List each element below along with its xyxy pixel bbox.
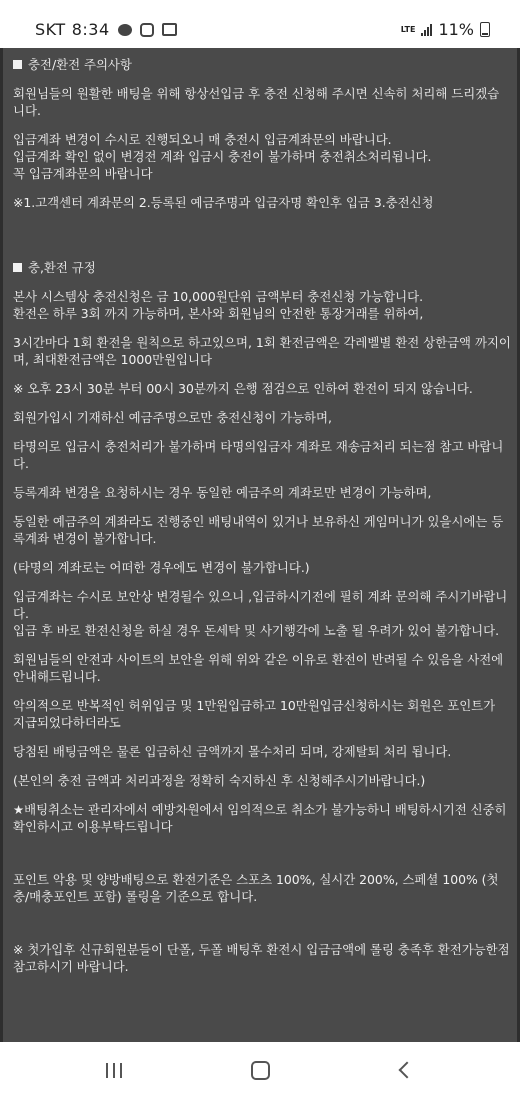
rule-paragraph: 악의적으로 반복적인 허위입금 및 1만원입금하고 10만원입금신청하시는 회원은 포인트가 지급되었다하더라도 <box>13 698 496 730</box>
rule-paragraph: 타명의로 입금시 충전처리가 불가하며 타명의입금자 계좌로 재송금처리 되는점 참고 바랍니다. <box>13 439 504 471</box>
section-title-deposit-caution <box>13 56 511 73</box>
rule-paragraph: ※ 첫가입후 신규회원분들이 단폴, 두폴 배팅후 환전시 입금금액에 롤링 충족후 환전가능한점 참고하시기 바랍니다. <box>13 942 510 974</box>
notice-content <box>0 48 520 1042</box>
notice-paragraph: 회원님들의 원활한 배팅을 위해 항상선입금 후 충전 신청해 주시면 신속히 처리해 드리겠습니다. <box>13 86 500 118</box>
section-title-text: 충전/환전 주의사항 <box>28 57 132 72</box>
back-icon[interactable] <box>384 1056 424 1084</box>
clock: 8:34 <box>71 20 110 39</box>
instagram-icon <box>140 23 154 37</box>
rule-paragraph: 입금계좌는 수시로 보안상 변경될수 있으니 ,입금하시기전에 필히 계좌 문의해 주시기바랍니다. <box>13 589 508 621</box>
battery-icon <box>480 22 490 37</box>
rule-paragraph: (본인의 충전 금액과 처리과정을 정확히 숙지하신 후 신청해주시기바랍니다.) <box>13 773 426 788</box>
rule-paragraph: ★배팅취소는 관리자에서 예방차원에서 임의적으로 취소가 불가능하니 배팅하시기전 신중히 확인하시고 이용부탁드립니다 <box>13 802 507 834</box>
chat-icon <box>118 24 132 36</box>
status-bar <box>0 0 520 48</box>
square-bullet-icon <box>13 263 22 272</box>
network-type: LTE <box>400 24 416 34</box>
section-title-exchange-rules <box>13 259 511 276</box>
section-title-text: 충,환전 규정 <box>28 260 96 275</box>
rule-paragraph: 회원님들의 안전과 사이트의 보안을 위해 위와 같은 이유로 환전이 반려될 수 있음을 사전에 안내해드립니다. <box>13 652 504 684</box>
battery-percent: 11% <box>438 20 474 39</box>
status-left <box>35 20 177 39</box>
rule-paragraph: 등록계좌 변경을 요청하시는 경우 동일한 예금주의 계좌로만 변경이 가능하며, <box>13 485 432 500</box>
signal-icon <box>421 24 432 36</box>
carrier-label: SKT <box>35 20 66 39</box>
navigation-bar <box>0 1042 520 1098</box>
rule-paragraph: 입금 후 바로 환전신청을 하실 경우 돈세탁 및 사기행각에 노출 될 우려가 있어 불가합니다. <box>13 623 500 638</box>
rule-paragraph: 3시간마다 1회 환전을 원칙으로 하고있으며, 1회 환전금액은 각레벨별 환전 상한금액 까지이며, 최대환전금액은 1000만원입니다 <box>13 335 511 367</box>
notice-paragraph: 입금계좌 확인 없이 변경전 계좌 입금시 충전이 불가하며 충전취소처리됩니다. <box>13 149 432 164</box>
notice-paragraph: ※1.고객센터 계좌문의 2.등록된 예금주명과 입금자명 확인후 입금 3.충전신청 <box>13 195 434 210</box>
rule-paragraph: 회원가입시 기재하신 예금주명으로만 충전신청이 가능하며, <box>13 410 332 425</box>
rule-paragraph: 당첨된 배팅금액은 물론 입금하신 금액까지 몰수처리 되며, 강제탈퇴 처리 됩니다. <box>13 744 452 759</box>
notice-paragraph: 입금계좌 변경이 수시로 진행되오니 매 충전시 입금계좌문의 바랍니다. <box>13 132 392 147</box>
gallery-icon <box>162 23 177 36</box>
rule-paragraph: 본사 시스템상 충전신청은 금 10,000원단위 금액부터 충전신청 가능합니다. <box>13 289 424 304</box>
rule-paragraph: ※ 오후 23시 30분 부터 00시 30분까지 은행 점검으로 인하여 환전이 되지 않습니다. <box>13 381 473 396</box>
status-right <box>401 20 490 39</box>
rule-paragraph: (타명의 계좌로는 어떠한 경우에도 변경이 불가합니다.) <box>13 560 310 575</box>
rule-paragraph: 포인트 악용 및 양방배팅으로 환전기준은 스포츠 100%, 실시간 200%, 스페셜 100% (첫충/매충포인트 포함) 롤링을 기준으로 합니다. <box>13 872 499 904</box>
square-bullet-icon <box>13 60 22 69</box>
home-icon[interactable] <box>240 1056 280 1084</box>
rule-paragraph: 동일한 예금주의 계좌라도 진행중인 배팅내역이 있거나 보유하신 게임머니가 있을시에는 등록계좌 변경이 불가합니다. <box>13 514 504 546</box>
rule-paragraph: 환전은 하루 3회 까지 가능하며, 본사와 회원님의 안전한 통장거래를 위하여, <box>13 306 424 321</box>
recent-apps-icon[interactable] <box>94 1056 134 1084</box>
notice-paragraph: 꼭 입금계좌문의 바랍니다 <box>13 166 153 181</box>
